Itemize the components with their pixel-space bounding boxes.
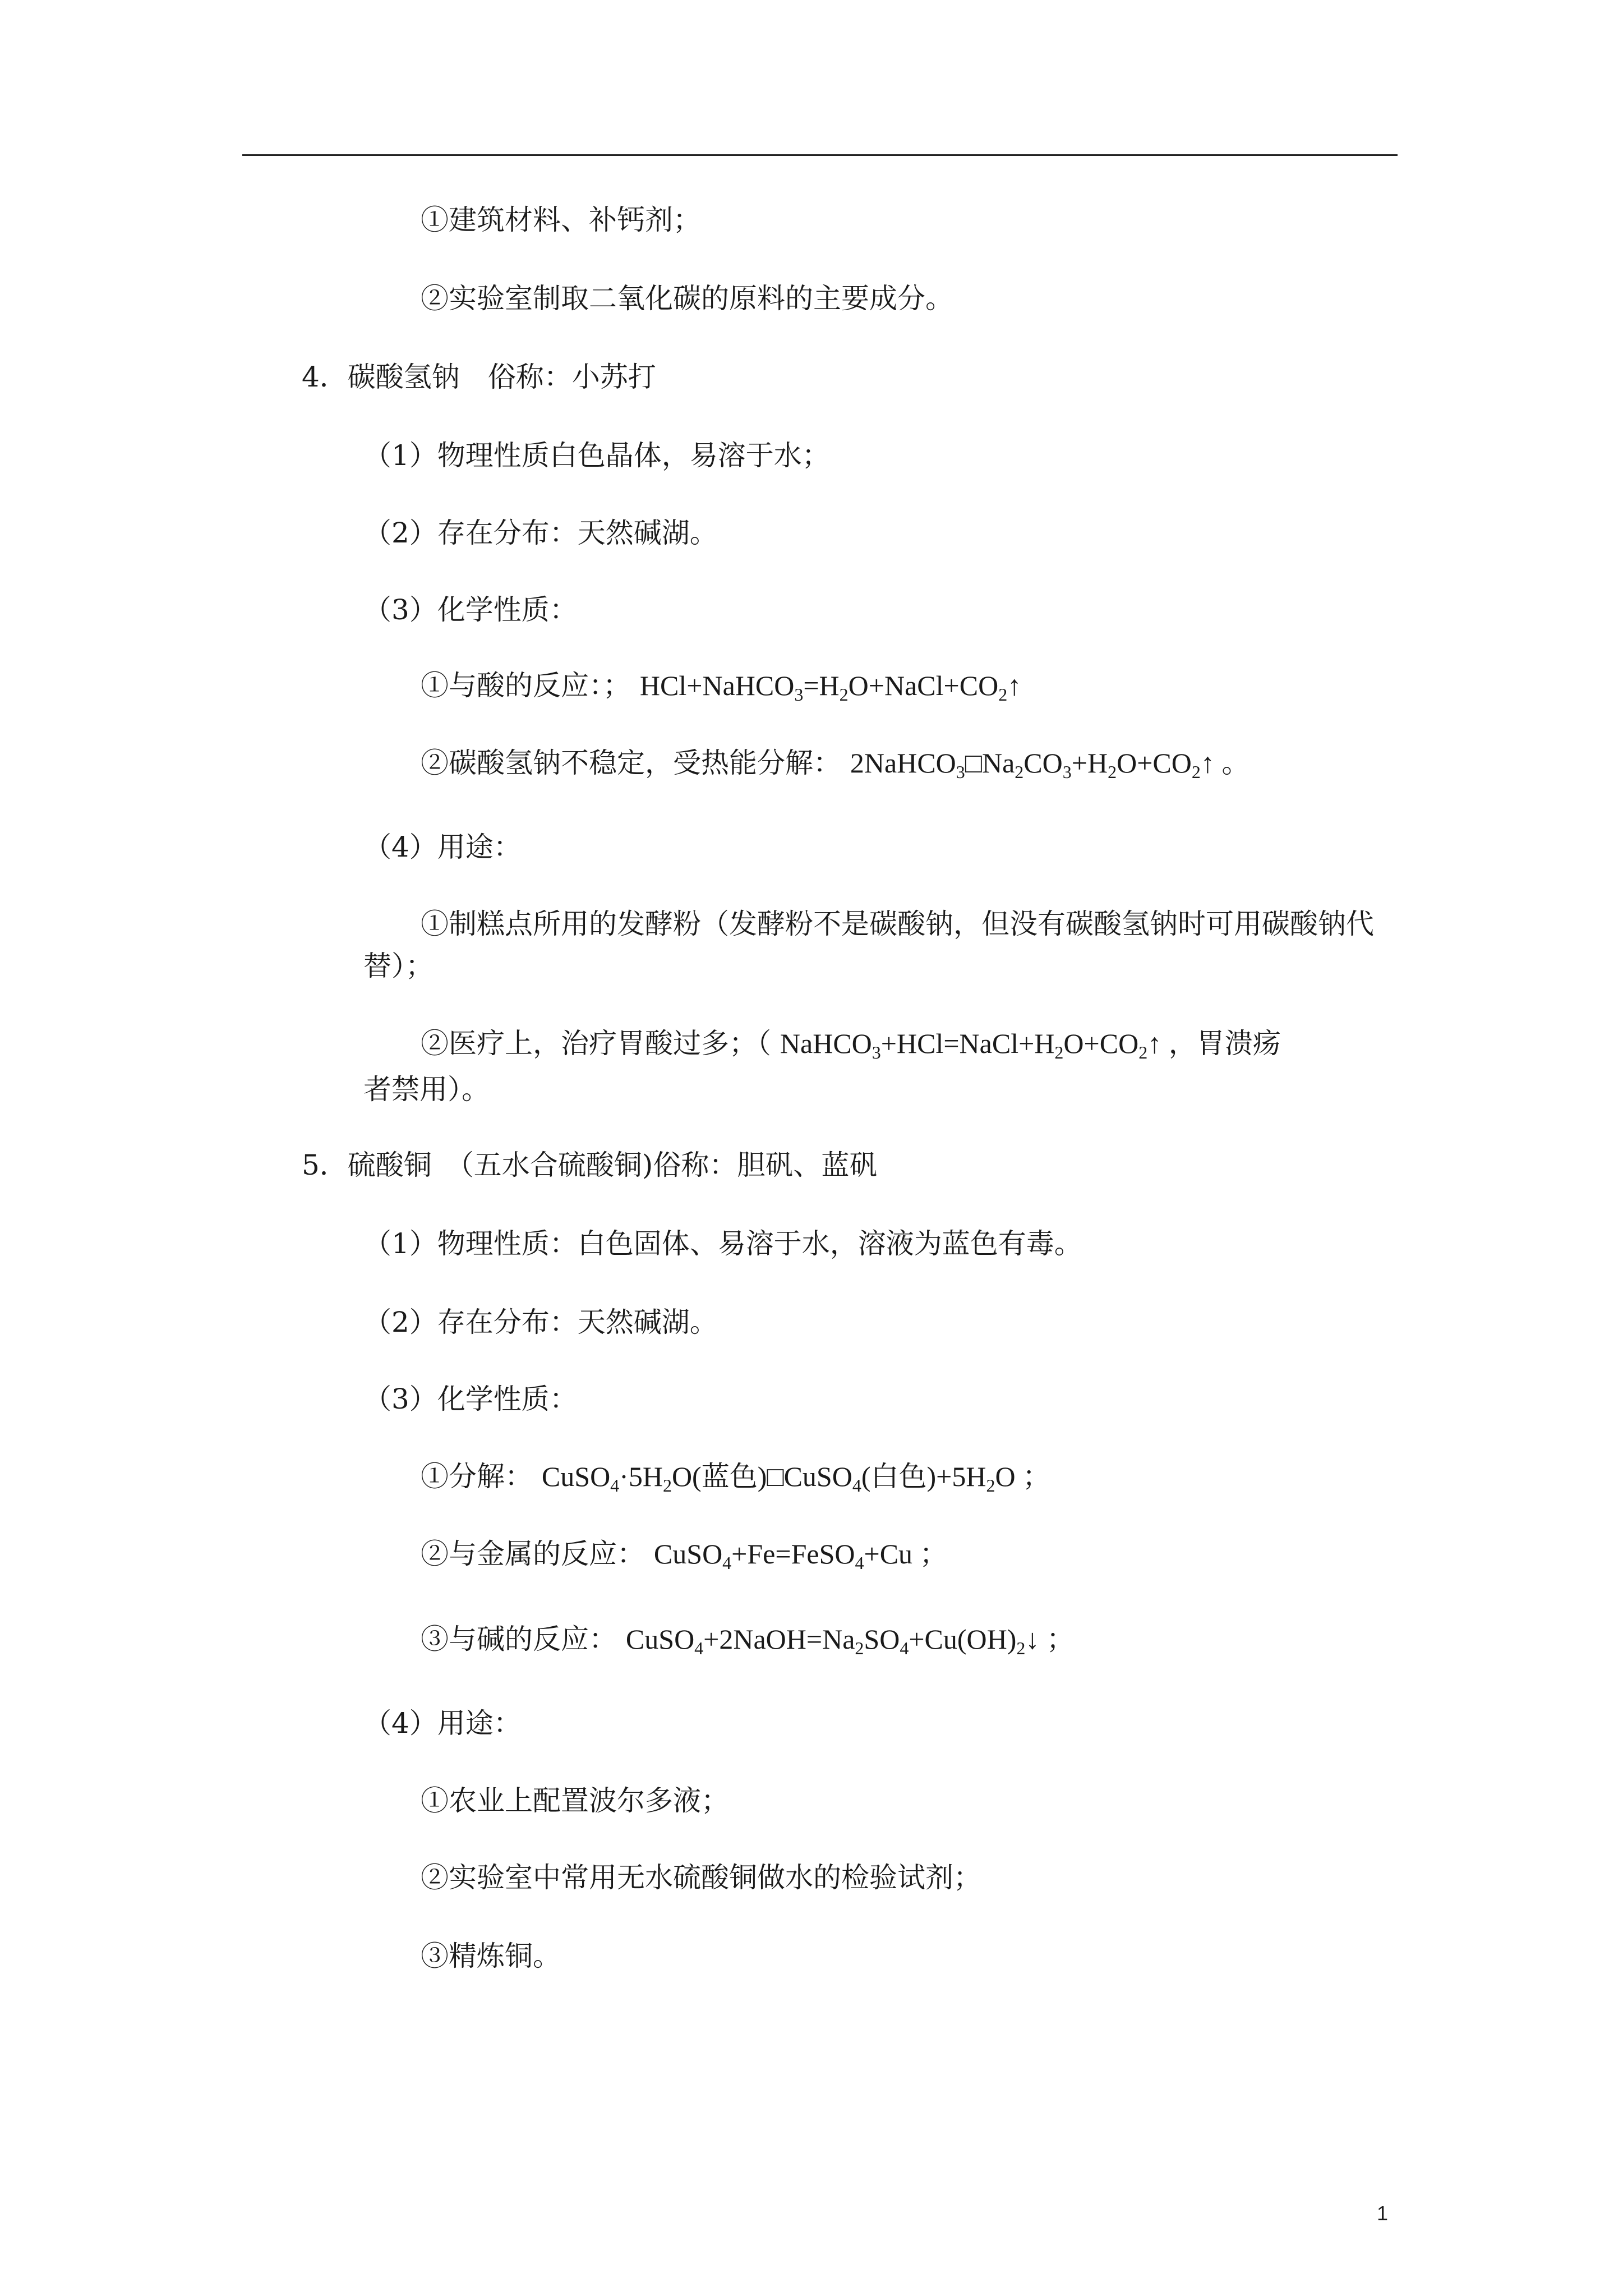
s5-chem-3-text: ③与碱的反应：: [421, 1623, 617, 1655]
s4-usage-1a: ①制糕点所用的发酵粉（发酵粉不是碳酸钠，但没有碳酸氢钠时可用碳酸钠代: [421, 908, 1374, 940]
equation-nahco3-decompose: $2NaHCO_3□Na_2CO_3+H_2O+CO_2↑$: [850, 747, 1215, 782]
s5-chem-2: [421, 1536, 948, 1572]
s4-usage-2: [421, 1025, 1281, 1061]
equation-nahco3-hcl: $NaHCO_3+HCl=NaCl+H_2O+CO_2↑$: [780, 1028, 1162, 1062]
s5-chem-2-text: ②与金属的反应：: [421, 1538, 645, 1570]
s4-chem-2-text: ②碳酸氢钠不稳定，受热能分解：: [421, 747, 841, 779]
usage-line-1: ①建筑材料、补钙剂；: [421, 204, 701, 236]
s4-usage-2-end: ，胃溃疡: [1168, 1027, 1281, 1060]
usage-line-2: ②实验室制取二氧化碳的原料的主要成分。: [421, 282, 953, 315]
s5-usage-1: ①农业上配置波尔多液；: [421, 1784, 729, 1817]
s4-chem-1-text: ①与酸的反应：；: [421, 669, 631, 702]
s5-chem-2-end: ；: [919, 1538, 948, 1570]
s4-usage-2b: 者禁用）。: [363, 1073, 490, 1106]
s4-distribution: （2）存在分布：天然碱湖。: [363, 517, 718, 549]
s4-chemical: （3）化学性质：: [363, 593, 578, 626]
s4-usage-2-text: ②医疗上，治疗胃酸过多；（: [421, 1027, 771, 1060]
equation-hcl-nahco3: $HCl+NaHCO_3=H_2O+NaCl+CO_2↑$: [639, 670, 1022, 705]
page-number: 1: [1377, 2202, 1389, 2225]
s4-chem-2-end: 。: [1221, 747, 1250, 779]
s5-distribution: （2）存在分布：天然碱湖。: [363, 1306, 718, 1338]
equation-cuso4-naoh: $CuSO_4+2NaOH=Na_2SO_4+Cu(OH)_2↓$: [625, 1623, 1040, 1658]
s5-usage-2: ②实验室中常用无水硫酸铜做水的检验试剂；: [421, 1861, 981, 1894]
s5-chemical: （3）化学性质：: [363, 1383, 578, 1415]
s5-usage: （4）用途：: [363, 1707, 522, 1740]
s5-chem-1: [421, 1458, 1050, 1494]
s4-usage-1b: 替）；: [363, 950, 434, 982]
s5-chem-3-end: ；: [1046, 1623, 1075, 1655]
s4-physical: （1）物理性质白色晶体，易溶于水；: [363, 439, 830, 472]
s4-chem-2: [421, 745, 1249, 781]
header-rule: [242, 154, 1398, 156]
s4-usage: （4）用途：: [363, 831, 522, 863]
section-5-title: 5．硫酸铜 （五水合硫酸铜)俗称：胆矾、蓝矾: [302, 1149, 878, 1181]
s5-usage-3: ③精炼铜。: [421, 1940, 561, 1972]
s5-chem-3: [421, 1621, 1075, 1657]
s4-chem-1: [421, 668, 1021, 703]
s5-physical: （1）物理性质：白色固体、易溶于水，溶液为蓝色有毒。: [363, 1227, 1082, 1260]
equation-cuso4-fe: CuSO$_4$+Fe=FeSO$_4$+Cu: [653, 1538, 913, 1573]
s5-chem-1-text: ①分解：: [421, 1460, 533, 1493]
equation-cuso4-decompose: $CuSO_4\cdot 5H_2O$(蓝色)□CuSO$_4$(白色)$+5H_2O$: [541, 1461, 1016, 1496]
s5-chem-1-end: ；: [1022, 1460, 1051, 1493]
section-4-title: 4．碳酸氢钠 俗称：小苏打: [302, 361, 656, 393]
